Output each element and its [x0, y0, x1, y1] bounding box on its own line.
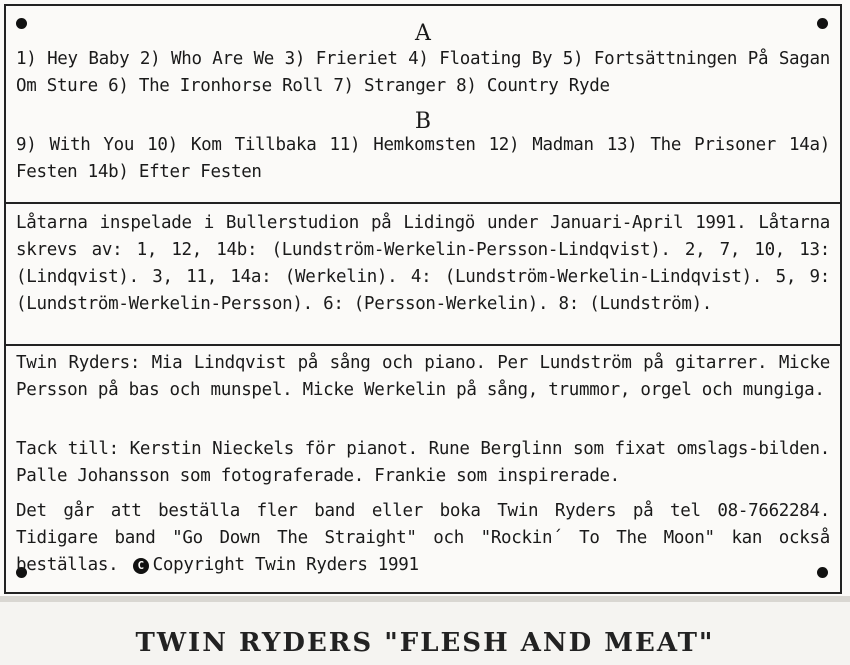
songwriting-credits: Låtarna inspelade i Bullerstudion på Lidingö under Januari-April 1991. Låtarna skrevs av: 1, 12, 14b: (Lundström-Werkelin-Persson-Lindqvist). 2, 7, 10, 13: (Lindqvist). 3, 11, 14a: (Werkelin). 4: (Lundström-Werkelin-Lindqvist). 5, 9: (Lundström-Werkelin-Persson). 6: (Persson-Werkelin). 8: (Lundström).: [16, 213, 830, 314]
order-info: [16, 498, 830, 579]
band-members: Twin Ryders: Mia Lindqvist på sång och piano. Per Lundström på gitarrer. Micke Persson på bas och munspel. Micke Werkelin på sång, trummor, orgel och mungiga.: [16, 353, 830, 400]
thanks-text: Tack till: Kerstin Nieckels för pianot. Rune Berglinn som fixat omslags-bilden. Palle Johansson som fotograferade. Frankie som inspirerade.: [16, 439, 830, 486]
side-a-heading: A: [415, 21, 431, 46]
credits-section: [6, 202, 840, 340]
side-a-tracklist: 1) Hey Baby 2) Who Are We 3) Frieriet 4) Floating By 5) Fortsättningen På Sagan Om Sture 6) The Ironhorse Roll 7) Stranger 8) Country Ryde: [16, 49, 830, 96]
order-text: Det går att beställa fler band eller boka Twin Ryders på tel 08-7662284. Tidigare band "Go Down The Straight" och "Rockin´ To The Moon" kan också beställas.: [16, 501, 830, 575]
tracklist-section: [6, 6, 840, 196]
spine-title: TWIN RYDERS "FLESH AND MEAT": [135, 628, 715, 658]
fold-line: [0, 596, 850, 602]
side-b-heading: B: [414, 109, 432, 134]
copyright-icon: C: [133, 558, 149, 574]
side-b-tracklist: 9) With You 10) Kom Tillbaka 11) Hemkomsten 12) Madman 13) The Prisoner 14a) Festen 14b) Efter Festen: [16, 135, 830, 182]
band-section: [6, 344, 840, 592]
copyright-notice: Copyright Twin Ryders 1991: [152, 555, 419, 575]
